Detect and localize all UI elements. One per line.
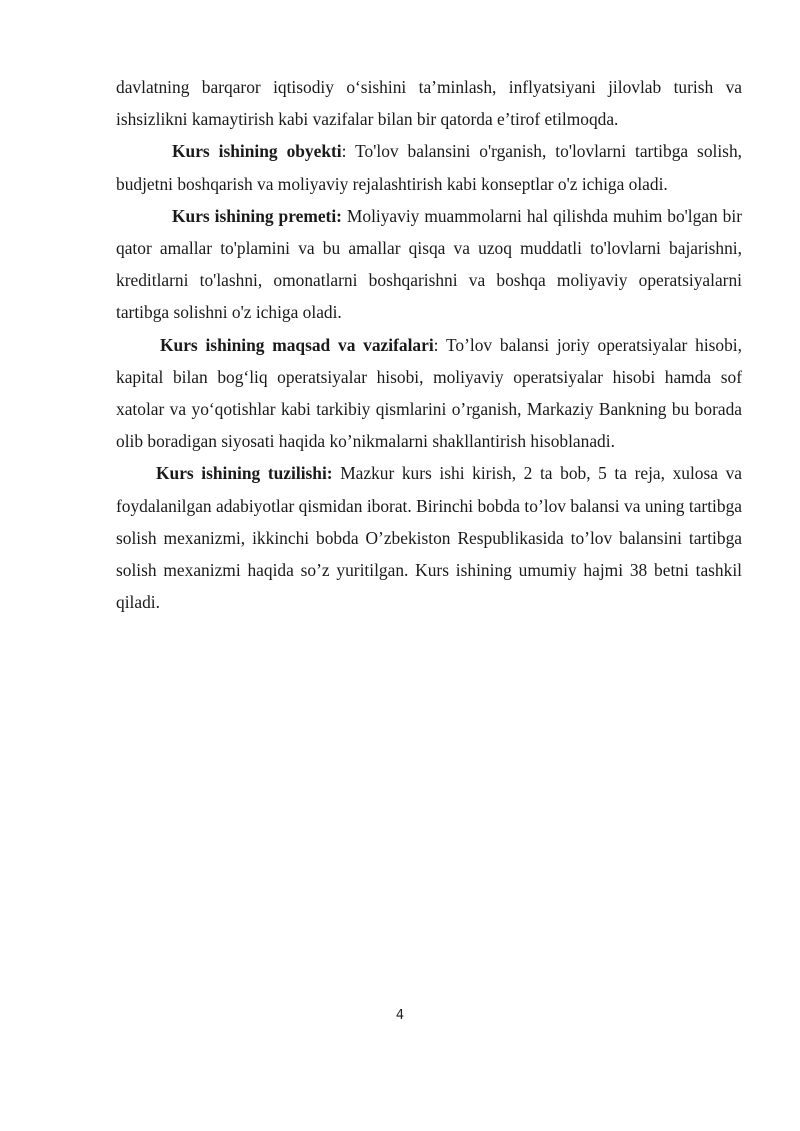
object-text: : To'lov balansini o'rganish, to'lovlarni tartibga solish, budjetni boshqarish va moliyaviy rejalashtirish kabi konseptlar o'z ichiga oladi. — [116, 141, 742, 194]
page-number: 4 — [395, 1008, 405, 1023]
goals-label: Kurs ishining maqsad va vazifalari — [160, 334, 434, 355]
subject-text: Moliyaviy muammolarni hal qilishda muhim bo'lgan bir qator amallar to'plamini va bu amallar qisqa va uzoq muddatli to'lovlarni bajarishni, kreditlarni to'lashni, omonatlarni boshqarishni va boshqa moliyaviy operatsiyalarni tartibga solishni o'z ichiga oladi. — [116, 205, 742, 323]
intro-text: davlatning barqaror iqtisodiy o‘sishini ta’minlash, inflyatsiyani jilovlab turish va ishsizlikni kamaytirish kabi vazifalar bilan bir qatorda e’tirof etilmoqda. — [116, 77, 742, 130]
intro-paragraph — [116, 71, 742, 135]
goals-text: : To’lov balansi joriy operatsiyalar hisobi, kapital bilan bog‘liq operatsiyalar hisobi, moliyaviy operatsiyalar hisobi hamda sof xatolar va yo‘qotishlar kabi tarkibiy qismlarini o’rganish, Markaziy Bankning bu borada olib boradigan siyosati haqida ko’nikmalarni shakllantirish hisoblanadi. — [116, 334, 742, 452]
subject-paragraph — [116, 200, 742, 329]
subject-label: Kurs ishining premeti: — [172, 205, 342, 226]
object-paragraph — [116, 135, 742, 199]
document-body — [116, 71, 742, 618]
structure-paragraph — [116, 457, 742, 618]
structure-label: Kurs ishining tuzilishi: — [156, 463, 333, 484]
goals-paragraph — [116, 329, 742, 458]
object-label: Kurs ishining obyekti — [172, 141, 342, 162]
structure-text: Mazkur kurs ishi kirish, 2 ta bob, 5 ta reja, xulosa va foydalanilgan adabiyotlar qismidan iborat. Birinchi bobda to’lov balansi va uning tartibga solish mexanizmi, ikkinchi bobda O’zbekiston Respublikasida to’lov balansini tartibga solish mexanizmi haqida so’z yuritilgan. Kurs ishining umumiy hajmi 38 betni tashkil qiladi. — [116, 463, 742, 613]
